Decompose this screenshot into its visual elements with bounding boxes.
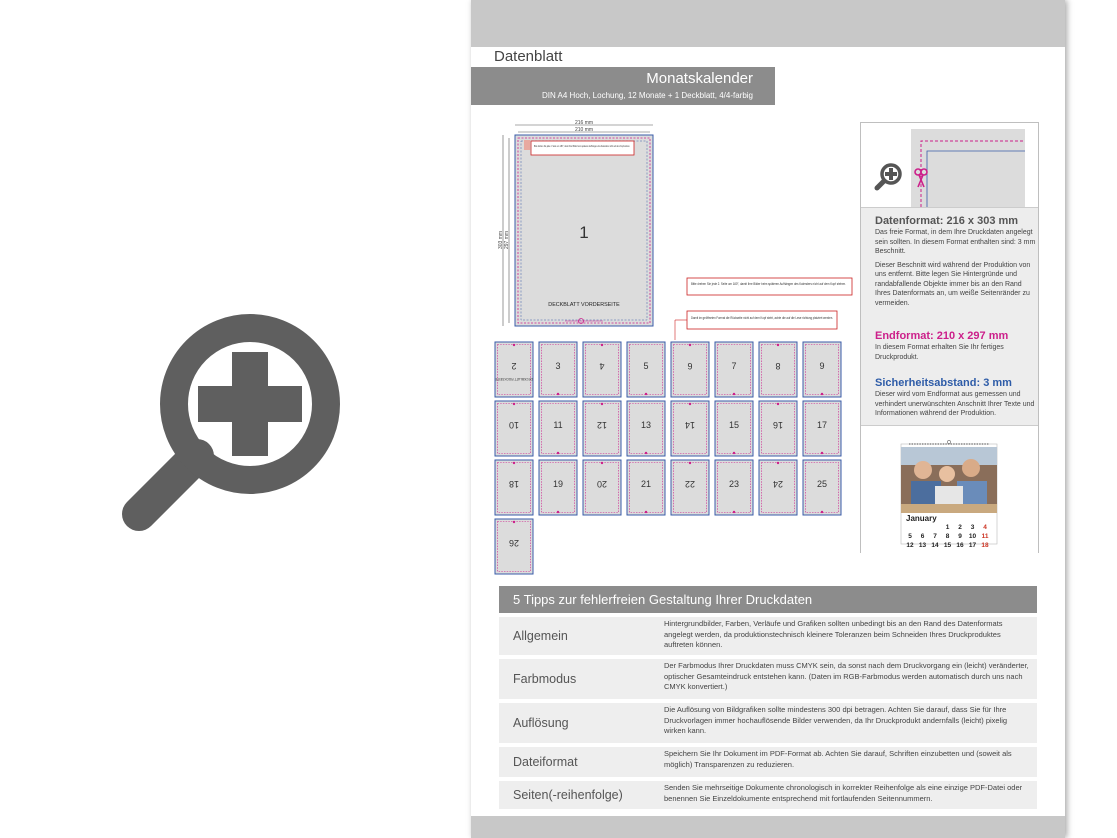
document-title-bar [471,67,775,105]
calendar-page-grid [495,342,841,574]
calendar-page-number: 5 [643,361,649,371]
calendar-page-thumbnail [715,460,753,515]
tip-row [499,617,1037,655]
calendar-day: 9 [958,533,962,540]
calendar-page-thumbnail [627,401,665,456]
calendar-page-number: 13 [640,420,652,430]
calendar-layout-diagram [495,118,860,578]
calendar-day: 10 [968,533,977,540]
endformat-title: Endformat: 210 x 297 mm [875,330,1009,342]
readdirection-note-text: Damit im geöffneten Format die Rückseite nicht auf dem Kopf steht, achte die auf die Lese richtung platziert werden. [691,316,833,320]
document-title: Monatskalender [646,70,753,87]
calendar-day: 12 [906,542,914,549]
calendar-page-number: 2 [511,361,517,371]
tips-title: 5 Tipps zur fehlerfreien Gestaltung Ihrer Druckdaten [499,586,1037,613]
tips-table [499,586,1037,809]
tip-label: Auflösung [513,716,569,730]
tip-text: Hintergrundbilder, Farben, Verläufe und Grafiken sollten unbedingt bis an den Rand des Datenformats angelegt werden, da produktionstechnisch kleinere Toleranzen beim Schneiden Ihres Druckproduktes auftreten können. [664,619,1003,649]
calendar-page-number: 4 [599,361,605,371]
calendar-day: 4 [983,524,987,531]
width-inner-label: 210 mm [574,127,594,133]
calendar-page-thumbnail [803,460,841,515]
calendar-page-thumbnail [759,460,797,515]
calendar-page-number: 9 [819,361,825,371]
calendar-page-thumbnail [583,401,621,456]
datenformat-text-2: Dieser Beschnitt wird während der Produktion von uns entfernt. Bitte legen Sie Hintergründe und randabfallende Objekte immer bis an den Rand Ihres Datenformats an, um weiße Seitenränder zu vermeiden. [875,261,1031,307]
calendar-product-image [861,426,1038,554]
orientation-note-text: Bitte drehen Sie jede 2. Seite um 180°, damit Ihre Bilder beim späteren Aufhängen des Kalenders nicht auf dem Kopf stehen. [691,282,846,286]
calendar-page-thumbnail [671,460,709,515]
calendar-day: 1 [945,524,950,531]
calendar-page-thumbnail [583,460,621,515]
magnifier-plus-icon[interactable] [105,318,355,548]
calendar-page-thumbnail [495,342,533,397]
calendar-page-number: 21 [640,479,652,489]
orientation-note [687,278,852,295]
calendar-page-thumbnail [803,401,841,456]
calendar-day: 18 [981,542,989,549]
calendar-page-thumbnail [539,342,577,397]
tip-row [499,703,1037,743]
datenformat-section [875,215,1037,312]
calendar-page-thumbnail [759,342,797,397]
calendar-page-number: 8 [775,361,781,371]
sicherheit-section [875,377,1037,423]
calendar-page-thumbnail [495,401,533,456]
calendar-day: 3 [970,524,975,531]
calendar-page-thumbnail [671,342,709,397]
magnifier-plus-icon[interactable] [872,161,904,193]
tip-label: Allgemein [513,629,568,643]
calendar-month: January [906,514,937,523]
calendar-preview [861,425,1038,554]
height-inner-label: 297 mm [504,230,510,250]
tip-text: Speichern Sie Ihr Dokument im PDF-Format ab. Achten Sie darauf, Schriften einzubetten und (soweit als möglich) Transparenzen zu reduzieren. [664,749,1012,769]
calendar-page-number: 18 [508,479,520,489]
calendar-page-thumbnail [803,342,841,397]
height-outer-label: 303 mm [498,230,504,250]
calendar-page-thumbnail [759,401,797,456]
datenformat-text-1: Das freie Format, in dem Ihre Druckdaten angelegt sein sollten. In diesem Format enthalten sind: 3 mm Beschnitt. [875,229,1036,255]
calendar-page-thumbnail [539,460,577,515]
scissors-icon [913,167,929,189]
calendar-day: 2 [958,524,962,531]
tip-label: Seiten(-reihenfolge) [513,788,623,802]
tip-text: Die Auflösung von Bildgrafiken sollte mindestens 300 dpi betragen. Achten Sie darauf, dass Sie für Ihre Druckvorlagen immer hochauflösende Bilder verwenden, da Ihr Druckprodukt andernfalls (leicht) pixelig wirken kann. [664,705,1008,735]
document-header-band [471,0,1065,47]
document-footer-band [471,816,1065,838]
format-info-panel [860,122,1039,553]
tip-row [499,747,1037,777]
datenformat-title: Datenformat: 216 x 303 mm [875,215,1019,227]
datasheet-document [471,0,1065,838]
calendar-page-thumbnail [495,519,533,574]
calendar-page-number: 16 [772,420,784,430]
calendar-day: 5 [908,533,912,540]
calendar-day: 7 [933,533,937,540]
calendar-page-number: 22 [684,479,696,489]
calendar-day: 8 [945,533,950,540]
calendar-page-number: 24 [772,479,784,489]
calendar-page-number: 19 [552,479,564,489]
calendar-day: 16 [956,542,964,549]
calendar-day: 17 [968,542,977,549]
calendar-day: 11 [981,533,989,540]
readdirection-note [675,311,837,340]
calendar-day: 6 [920,533,925,540]
calendar-page-number: 11 [553,420,563,430]
cover-page-number: 1 [579,223,589,242]
tip-row [499,781,1037,809]
calendar-page-thumbnail [495,460,533,515]
calendar-page-thumbnail [583,342,621,397]
calendar-page-number: 17 [816,420,828,430]
calendar-page-number: 20 [596,479,608,489]
document-subtitle: DIN A4 Hoch, Lochung, 12 Monate + 1 Deckblatt, 4/4-farbig [541,91,753,100]
calendar-page-thumbnail [715,342,753,397]
tip-text: Der Farbmodus Ihrer Druckdaten muss CMYK sein, da sonst nach dem Druckvorgang ein (leicht) veränderter, optischer Gesamteindruck entstehen kann. (Daten im RGB-Farbmodus werden automatisch durch uns nach CMYK konvertiert.) [664,661,1029,691]
cover-page-label: DECKBLATT VORDERSEITE [548,302,620,308]
calendar-day: 13 [918,542,927,549]
endformat-text: In diesem Format erhalten Sie Ihr fertiges Druckprodukt. [875,344,1004,361]
calendar-page-thumbnail [539,401,577,456]
datasheet-tab: Datenblatt [471,47,590,67]
calendar-page-number: 3 [555,361,561,371]
width-top-label: 216 mm [574,120,594,126]
calendar-day: 14 [931,542,939,549]
tip-label: Farbmodus [513,672,577,686]
calendar-day: 15 [943,542,952,549]
calendar-page-number: 25 [816,479,828,489]
calendar-page-thumbnail [671,401,709,456]
calendar-page-number: 14 [684,420,696,430]
tip-label: Dateiformat [513,755,578,769]
calendar-page-thumbnail [627,342,665,397]
cover-red-note: Bitte drehen Sie jede 2. Seite um 180°, damit Ihre Bilder beim späteren Aufhängen des Kalenders nicht auf dem Kopf stehen. [534,145,678,148]
back-page-label: DECKBLATT RÜCKSEITE [495,377,533,381]
sicherheit-text: Dieser wird vom Endformat aus gemessen und verhindert unerwünschten Anschnitt Ihrer Texte und Informationen während der Produktion. [875,391,1035,417]
tip-row [499,659,1037,699]
tip-text: Senden Sie mehrseitige Dokumente chronologisch in korrekter Reihenfolge als eine einzige PDF-Datei oder benennen Sie Einzeldokumente entsprechend mit fortlaufenden Seitennummern. [664,783,1023,803]
endformat-section [875,330,1037,366]
bleed-zoom-preview [861,123,1038,208]
calendar-page-number: 23 [728,479,740,489]
calendar-page-number: 6 [687,361,693,371]
calendar-page-number: 12 [596,420,608,430]
calendar-page-number: 7 [731,361,737,371]
sicherheit-title: Sicherheitsabstand: 3 mm [875,377,1012,389]
calendar-page-thumbnail [715,401,753,456]
calendar-page-number: 26 [508,538,520,548]
calendar-page-number: 10 [508,420,520,430]
calendar-page-number: 15 [728,420,740,430]
calendar-page-thumbnail [627,460,665,515]
